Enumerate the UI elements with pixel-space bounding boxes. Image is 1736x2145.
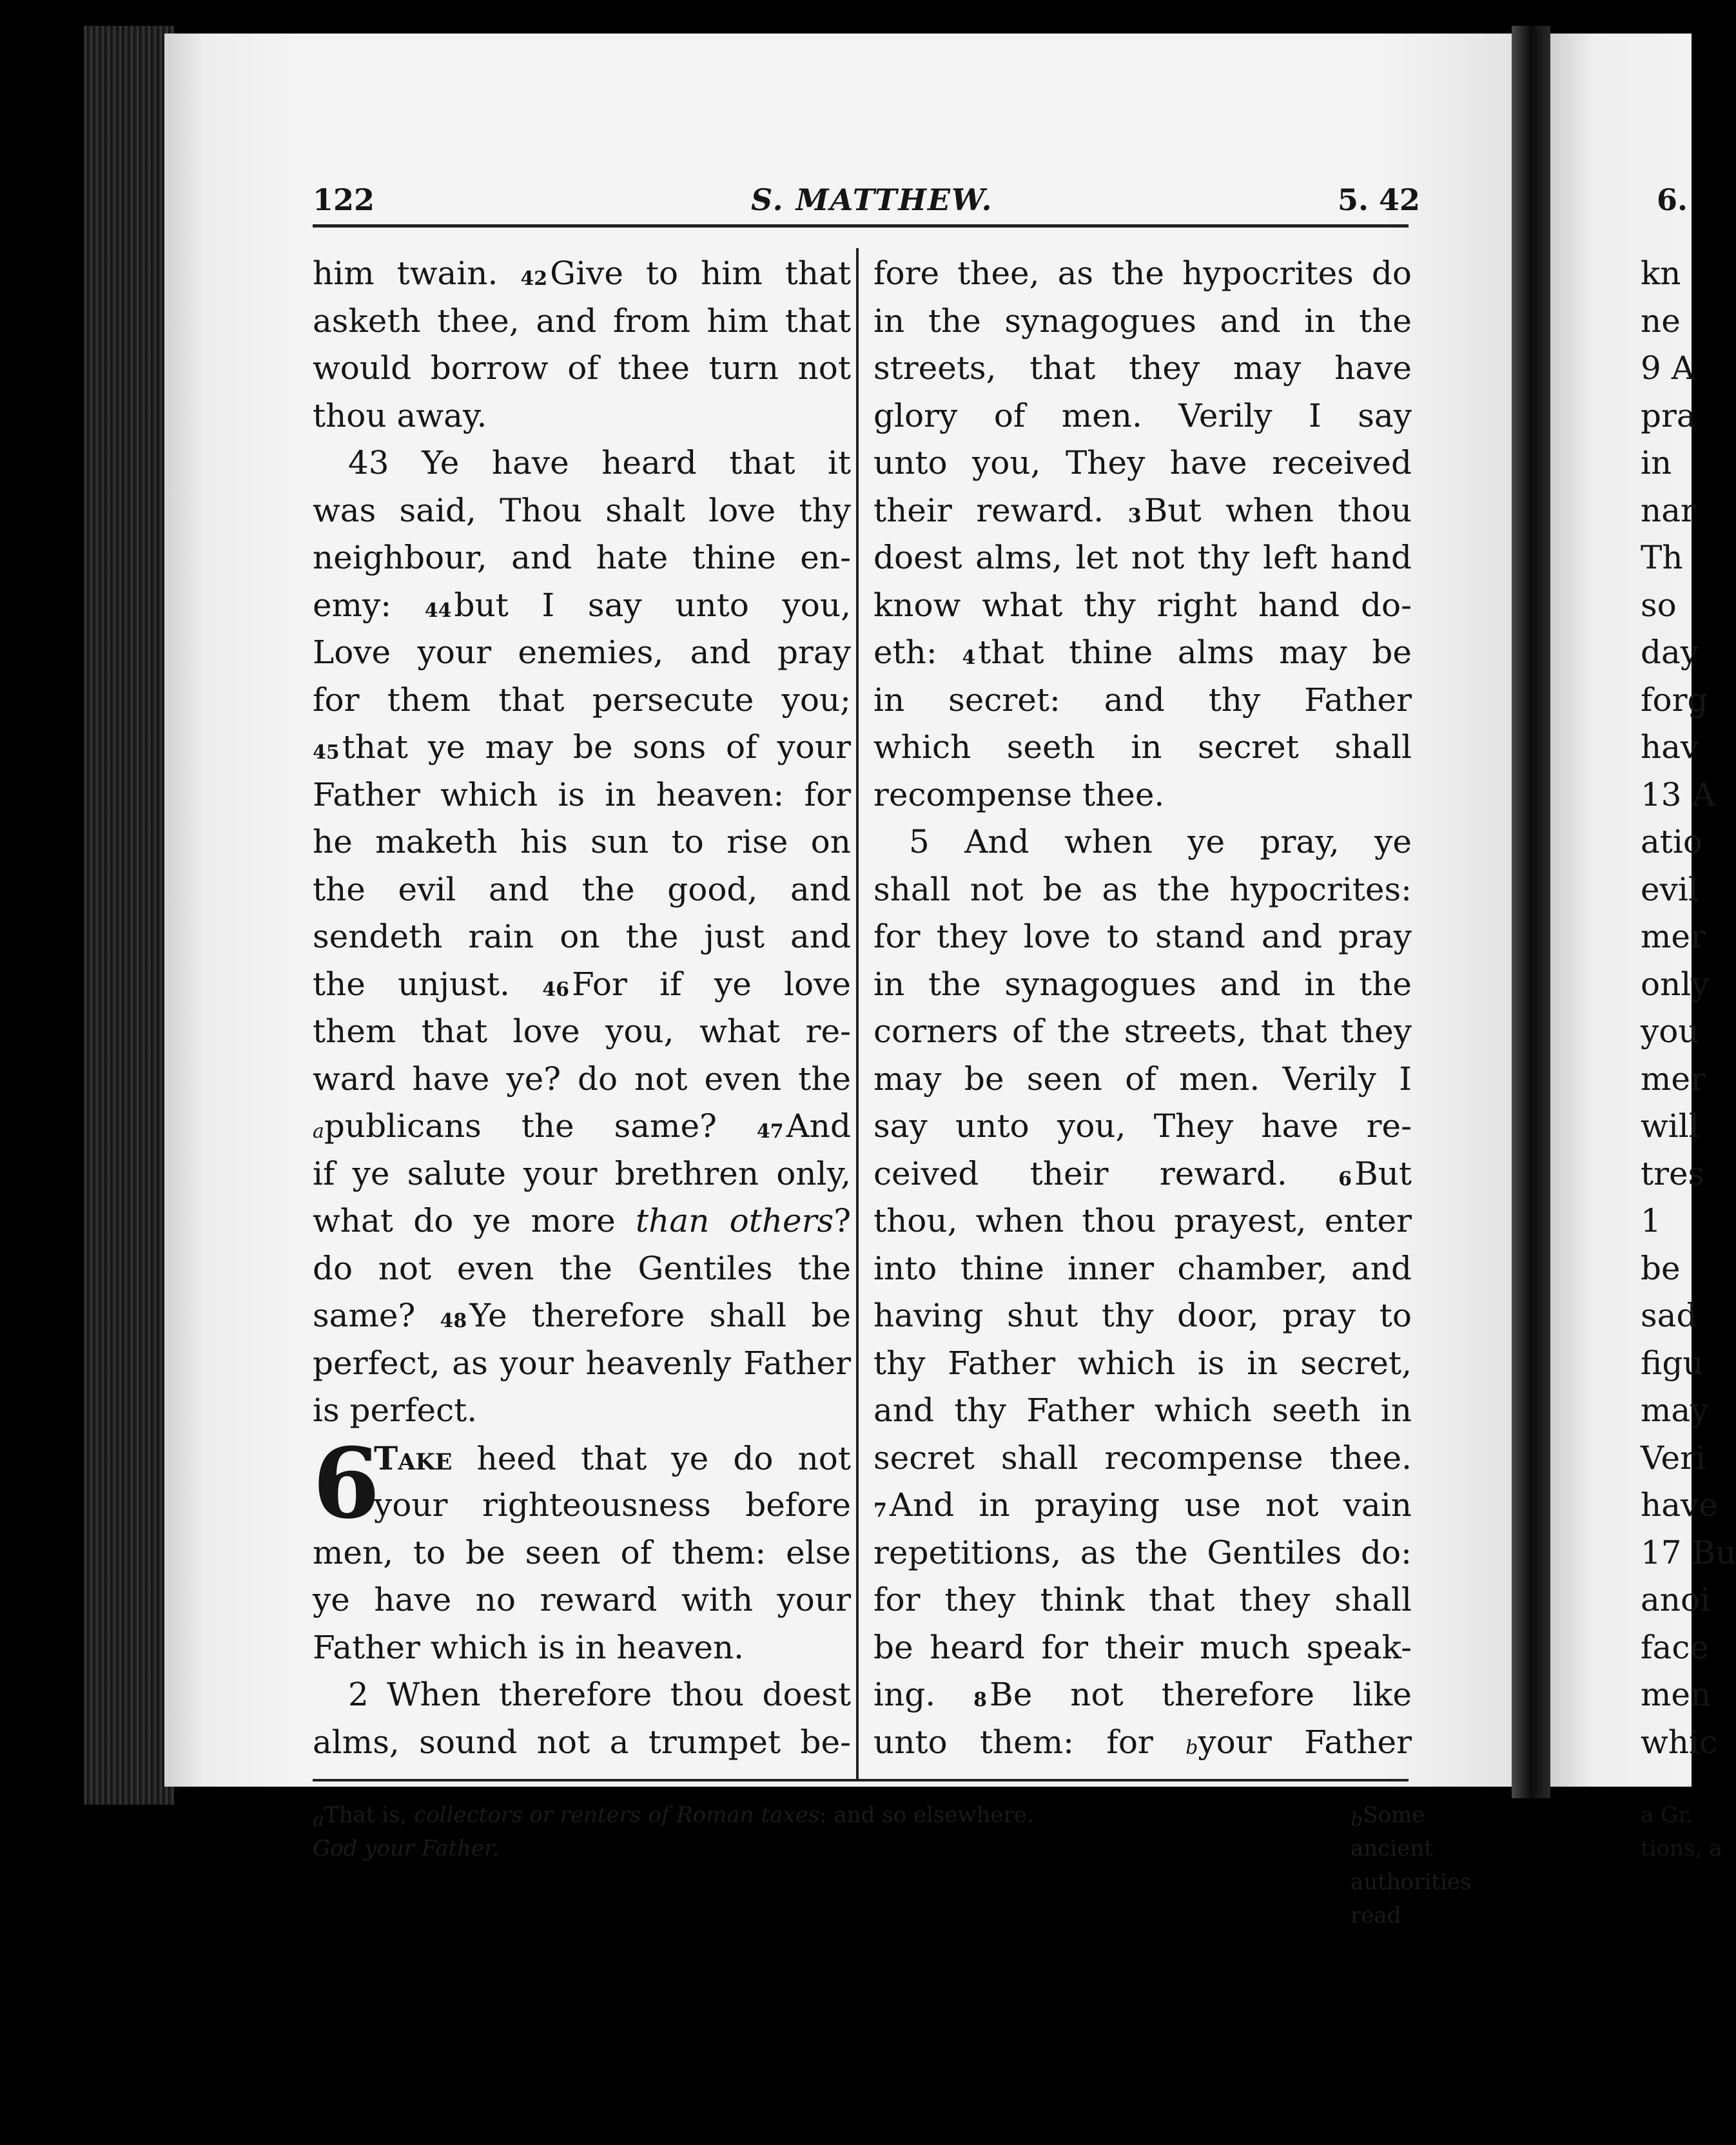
text-line: glory of men. Verily I say (873, 396, 1412, 434)
verse-number: 4 (962, 646, 976, 669)
fragment-line: mer (1641, 1060, 1706, 1098)
fragment-line: will (1641, 1107, 1699, 1145)
italic-text: than others (636, 1202, 834, 1239)
right-page-footnote-fragments (1641, 1798, 1722, 1865)
footnote-marker: a (313, 1120, 324, 1143)
text-line: know what thy right hand do- (873, 586, 1412, 624)
book-gutter (1512, 26, 1550, 1798)
text-line: ward have ye? do not even the (313, 1060, 851, 1098)
verse-number: 8 (973, 1689, 987, 1711)
fragment-line: have (1641, 1486, 1718, 1524)
text-line: $^a$publicans the same? $^{47}$And (313, 1107, 851, 1145)
text-line: is perfect. (313, 1392, 478, 1429)
text-line: unto you, They have received (873, 444, 1412, 481)
text-line: recompense thee. (873, 775, 1165, 813)
text-line: doest alms, let not thy left hand (873, 539, 1412, 576)
footnote-a: $^a$That is, collectors or renters of Roman taxes: and so elsewhere. (313, 1802, 1034, 1831)
fragment-line: day (1641, 634, 1699, 671)
text-line: be heard for their much speak- (873, 1628, 1412, 1666)
text-line: Take heed that ye do not (374, 1439, 851, 1477)
fragment-line: tres (1641, 1154, 1705, 1192)
footnotes (313, 1798, 1472, 1928)
fragment-line: 9 A (1641, 349, 1695, 387)
fragment-line: kn (1641, 255, 1681, 292)
right-text-column (873, 250, 1412, 1766)
text-line: eth: $^4$that thine alms may be (873, 634, 1412, 671)
text-line: the evil and the good, and (313, 870, 851, 908)
verse-number: 6 (1338, 1167, 1352, 1190)
verse-number: 45 (313, 741, 340, 764)
text-line: 2 When therefore thou doest (348, 1676, 851, 1713)
text-line: Father which is in heaven: for (313, 775, 851, 813)
text-line: may be seen of men. Verily I (873, 1060, 1412, 1098)
fragment-line: evil (1641, 870, 1699, 908)
verse-number: 48 (440, 1310, 467, 1332)
text-line: $^{45}$that ye may be sons of your (313, 728, 851, 766)
fragment-line: nar (1641, 491, 1696, 529)
text-line: ing. $^8$Be not therefore like (873, 1676, 1412, 1713)
verse-number: 7 (873, 1499, 887, 1522)
text-line: alms, sound not a trumpet be- (313, 1723, 851, 1761)
text-line: asketh thee, and from him that (313, 302, 851, 340)
header-rule (313, 224, 1409, 228)
text-line: in the synagogues and in the (873, 302, 1412, 340)
fragment-line: face (1641, 1628, 1709, 1666)
fragment-footnote-line: a Gr. (1641, 1802, 1693, 1828)
text-line: in secret: and thy Father (873, 681, 1412, 719)
text-line: streets, that they may have (873, 349, 1412, 387)
fragment-line: hav (1641, 728, 1699, 766)
fragment-footnote-line: tions, a (1641, 1836, 1722, 1861)
footnote-b-continued: God your Father. (313, 1836, 500, 1861)
fragment-line: 13 A (1641, 775, 1715, 813)
text-line: secret shall recompense thee. (873, 1439, 1412, 1477)
fragment-line: you (1641, 1013, 1699, 1050)
text-line: same? $^{48}$Ye therefore shall be (313, 1297, 851, 1334)
fragment-line: pra (1641, 396, 1696, 434)
text-line: for they think that they shall (873, 1581, 1412, 1618)
text-line: unto them: for $^b$your Father (873, 1723, 1412, 1761)
text-line: fore thee, as the hypocrites do (873, 255, 1412, 292)
text-line: the unjust. $^{46}$For if ye love (313, 965, 851, 1003)
fragment-line: whic (1641, 1723, 1717, 1761)
fragment-line: be (1641, 1249, 1681, 1287)
text-line: neighbour, and hate thine en- (313, 539, 851, 576)
text-line: was said, Thou shalt love thy (313, 491, 851, 529)
fragment-line: mer (1641, 918, 1706, 955)
text-line: say unto you, They have re- (873, 1107, 1412, 1145)
book-title: S. MATTHEW. (751, 182, 993, 217)
fragment-line: ne (1641, 302, 1681, 340)
text-line: $^7$And in praying use not vain (873, 1486, 1412, 1524)
text-line: having shut thy door, pray to (873, 1297, 1412, 1334)
chapter-verse-reference: 5. 42 (1338, 182, 1421, 217)
fragment-line: atio (1641, 823, 1702, 860)
verse-number: 46 (542, 978, 569, 1001)
small-caps-word: Take (374, 1439, 453, 1477)
text-line: him twain. $^{42}$Give to him that (313, 255, 851, 292)
footnote-rule (313, 1779, 1409, 1781)
text-line: which seeth in secret shall (873, 728, 1412, 766)
column-divider (856, 248, 859, 1779)
fragment-line: Veri (1641, 1439, 1706, 1477)
text-line: in the synagogues and in the (873, 965, 1412, 1003)
fragment-line: Th (1641, 539, 1683, 576)
text-line: men, to be seen of them: else (313, 1533, 851, 1571)
text-line: Father which is in heaven. (313, 1628, 745, 1666)
fragment-line: may (1641, 1392, 1709, 1429)
text-line: them that love you, what re- (313, 1013, 851, 1050)
text-line: thy Father which is in secret, (873, 1344, 1412, 1382)
text-line: 5 And when ye pray, ye (909, 823, 1412, 860)
text-line: if ye salute your brethren only, (313, 1154, 851, 1192)
footnote-marker: b (1185, 1736, 1198, 1759)
text-line: perfect, as your heavenly Father (313, 1344, 851, 1382)
text-line: what do ye more than others? (313, 1202, 851, 1239)
text-line: and thy Father which seeth in (873, 1392, 1412, 1429)
text-line: their reward. $^3$But when thou (873, 491, 1412, 529)
text-line: ye have no reward with your (313, 1581, 851, 1618)
verse-number: 47 (756, 1120, 784, 1143)
text-line: repetitions, as the Gentiles do: (873, 1533, 1412, 1571)
text-line: Love your enemies, and pray (313, 634, 851, 671)
fragment-line: sad (1641, 1297, 1697, 1334)
text-line: your righteousness before (374, 1486, 851, 1524)
fragment-line: 17 Bu (1641, 1533, 1736, 1571)
text-line: ceived their reward. $^6$But (873, 1154, 1412, 1192)
right-page-reference: 6. (1657, 182, 1688, 217)
fragment-line: only (1641, 965, 1710, 1003)
text-line: corners of the streets, that they (873, 1013, 1412, 1050)
book-page-edges (84, 26, 174, 1805)
right-page-text-fragments (1641, 250, 1736, 1766)
text-line: thou, when thou prayest, enter (873, 1202, 1412, 1239)
fragment-line: men (1641, 1676, 1712, 1713)
text-line: do not even the Gentiles the (313, 1249, 851, 1287)
fragment-line: so (1641, 586, 1677, 624)
text-line: sendeth rain on the just and (313, 918, 851, 955)
text-line: shall not be as the hypocrites: (873, 870, 1412, 908)
fragment-line: anoi (1641, 1581, 1711, 1618)
fragment-line: forg (1641, 681, 1708, 719)
fragment-line: in (1641, 444, 1672, 481)
verse-number: 44 (424, 599, 452, 622)
fragment-line: figu (1641, 1344, 1704, 1382)
text-line: 43 Ye have heard that it (348, 444, 851, 481)
fragment-line: 1 (1641, 1202, 1661, 1239)
text-line: for they love to stand and pray (873, 918, 1412, 955)
footnote-b: $^b$Some ancient authorities read (1351, 1802, 1472, 1928)
verse-number: 3 (1127, 504, 1142, 527)
text-line: he maketh his sun to rise on (313, 823, 851, 860)
page-number: 122 (313, 182, 375, 217)
verse-number: 42 (520, 267, 548, 290)
text-line: into thine inner chamber, and (873, 1249, 1412, 1287)
text-line: thou away. (313, 396, 487, 434)
left-text-column (313, 250, 851, 1766)
text-line: emy: $^{44}$but I say unto you, (313, 586, 851, 624)
chapter-number-dropcap: 6 (313, 1426, 380, 1540)
text-line: would borrow of thee turn not (313, 349, 851, 387)
text-line: for them that persecute you; (313, 681, 851, 719)
